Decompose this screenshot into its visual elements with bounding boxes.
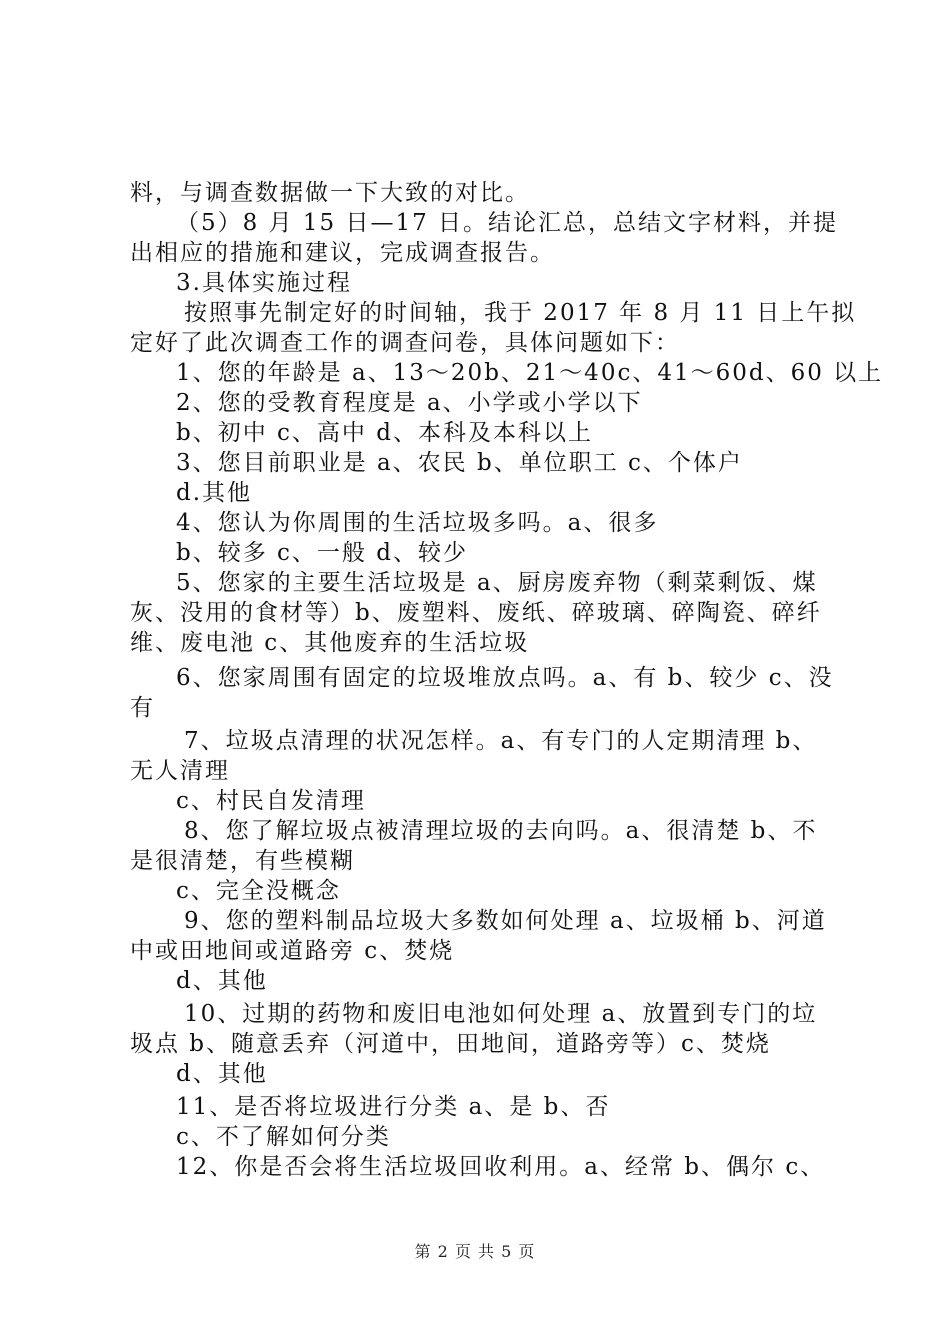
question-line: 11、是否将垃圾进行分类 a、是 b、否 — [176, 1094, 611, 1120]
text-line: 按照事先制定好的时间轴，我于 2017 年 8 月 11 日上午拟 — [184, 300, 857, 326]
question-line: 7、垃圾点清理的状况怎样。a、有专门的人定期清理 b、 — [184, 728, 818, 754]
text-line: （5）8 月 15 日—17 日。结论汇总，总结文字材料，并提 — [176, 210, 839, 236]
question-line: d、其他 — [176, 1061, 268, 1087]
question-line: 5、您家的主要生活垃圾是 a、厨房废弃物（剩菜剩饭、煤 — [176, 570, 818, 596]
question-line: 3、您目前职业是 a、农民 b、单位职工 c、个体户 — [176, 450, 743, 476]
question-line: 8、您了解垃圾点被清理垃圾的去向吗。a、很清楚 b、不 — [184, 818, 818, 844]
question-line: 1、您的年龄是 a、13～20b、21～40c、41～60d、60 以上 — [176, 360, 884, 386]
question-line: 9、您的塑料制品垃圾大多数如何处理 a、垃圾桶 b、河道 — [184, 908, 827, 934]
question-line: b、较多 c、一般 d、较少 — [176, 540, 468, 566]
question-line: 有 — [130, 695, 155, 721]
text-line: 出相应的措施和建议，完成调查报告。 — [130, 240, 555, 266]
text-line: 定好了此次调查工作的调查问卷，具体问题如下： — [130, 330, 680, 356]
question-line: 维、废电池 c、其他废弃的生活垃圾 — [130, 630, 530, 656]
question-line: 圾点 b、随意丢弃（河道中，田地间，道路旁等）c、焚烧 — [130, 1031, 771, 1057]
section-heading: 3.具体实施过程 — [176, 270, 352, 296]
question-line: c、村民自发清理 — [176, 788, 366, 814]
question-line: 2、您的受教育程度是 a、小学或小学以下 — [176, 390, 643, 416]
question-line: c、不了解如何分类 — [176, 1124, 391, 1150]
question-line: 是很清楚，有些模糊 — [130, 848, 355, 874]
page-number: 第 2 页 共 5 页 — [414, 1242, 536, 1261]
question-line: d、其他 — [176, 968, 268, 994]
question-line: 6、您家周围有固定的垃圾堆放点吗。a、有 b、较少 c、没 — [176, 665, 834, 691]
question-line: d.其他 — [176, 480, 253, 506]
question-line: c、完全没概念 — [176, 878, 341, 904]
question-line: 中或田地间或道路旁 c、焚烧 — [130, 938, 455, 964]
question-line: b、初中 c、高中 d、本科及本科以上 — [176, 420, 593, 446]
text-line: 料，与调查数据做一下大致的对比。 — [130, 180, 530, 206]
question-line: 12、你是否会将生活垃圾回收利用。a、经常 b、偶尔 c、 — [176, 1154, 826, 1180]
question-line: 无人清理 — [130, 758, 230, 784]
question-line: 4、您认为你周围的生活垃圾多吗。a、很多 — [176, 510, 659, 536]
question-line: 灰、没用的食材等）b、废塑料、废纸、碎玻璃、碎陶瓷、碎纤 — [130, 600, 822, 626]
question-line: 10、过期的药物和废旧电池如何处理 a、放置到专门的垃 — [184, 1001, 818, 1027]
